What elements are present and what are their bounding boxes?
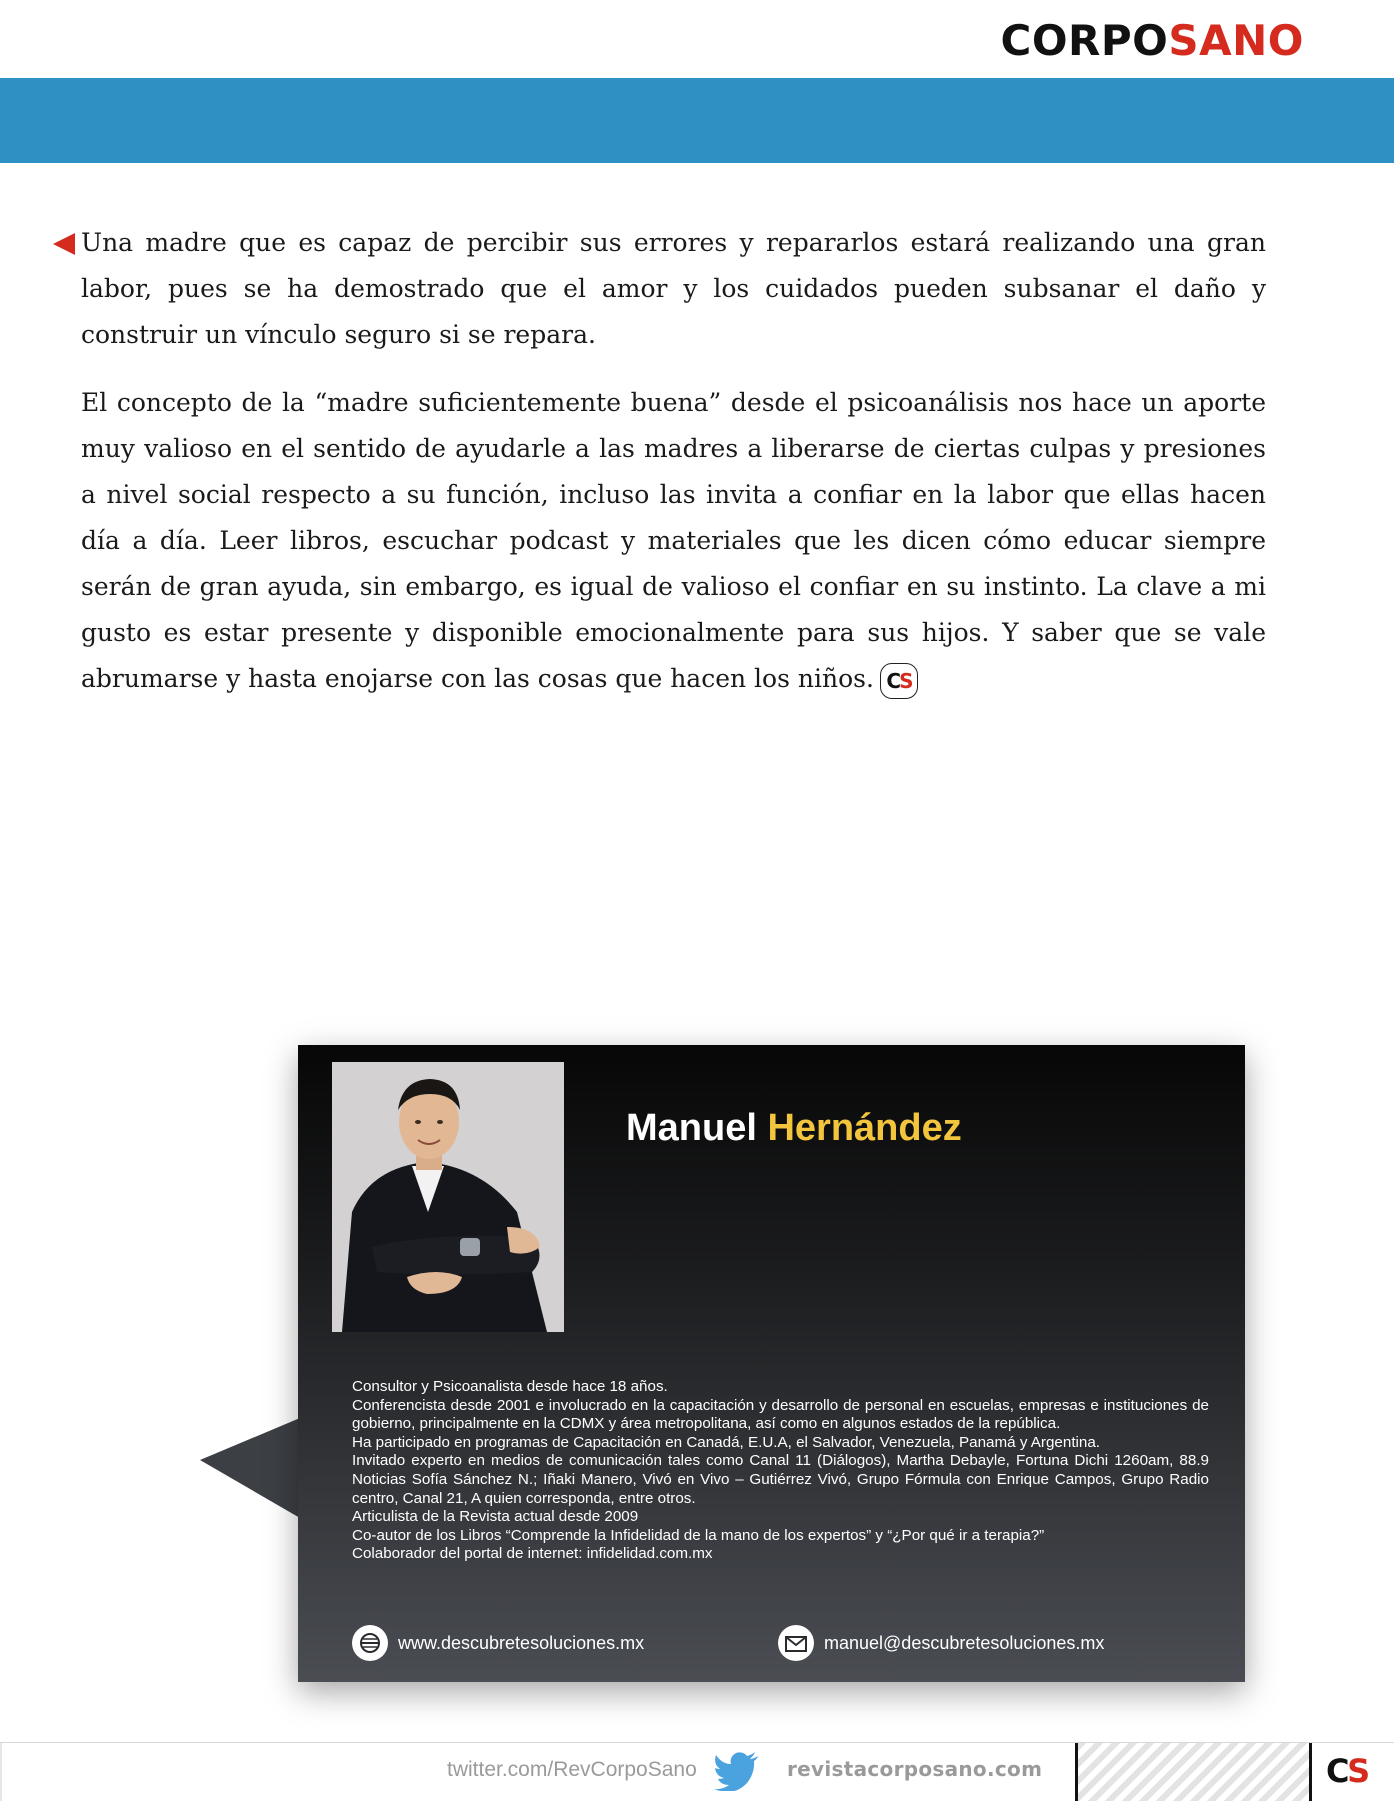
author-name [626,1107,962,1150]
website-link[interactable]: www.descubretesoluciones.mx [398,1632,645,1653]
author-last-name: Hernández [767,1107,962,1149]
author-first-name: Manuel [626,1107,757,1149]
article-paragraph-1: Una madre que es capaz de percibir sus errores y repararlos estará realizando una gran labor, pues se ha demostrado que el amor y los cuidados pueden subsanar el daño y construir un vínculo seguro si se repara. [81,228,1266,349]
page-footer [0,1742,1394,1801]
twitter-link[interactable]: twitter.com/RevCorpoSano [447,1758,697,1781]
corposano-logo [1000,16,1304,65]
author-bio [352,1378,1209,1564]
bio-line: Invitado experto en medios de comunicación tales como Canal 11 (Diálogos), Martha Debayle, Fortuna Dichi 1260am, 88.9 Noticias Sofía Sánchez N.; Iñaki Manero, Vivó en Vivo – Gutiérrez Vivó, Grupo Fórmula con Enrique Campos, Grupo Radio centro, Canal 21, A quien corresponda, entre otros. [352,1452,1209,1507]
footer-stripes [1075,1743,1312,1801]
website-contact[interactable] [352,1625,644,1661]
site-link[interactable]: revistacorposano.com [787,1757,1043,1781]
email-contact[interactable] [778,1625,1104,1661]
logo-sano: SANO [1168,16,1304,65]
bio-line: Consultor y Psicoanalista desde hace 18 años. [352,1378,668,1395]
end-of-article-icon: C S [880,663,918,699]
bio-line: Conferencista desde 2001 e involucrado en la capacitación y desarrollo de personal en escuelas, empresas e instituciones de gobierno, principalmente en la CDMX y área metropolitana, así como en algunos estados de la república. [352,1396,1209,1433]
author-card [298,1045,1245,1682]
header-band [0,78,1394,163]
bio-line: Ha participado en programas de Capacitación en Canadá, E.U.A, el Salvador, Venezuela, Panamá y Argentina. [352,1433,1101,1451]
article-paragraph-2 [81,380,1266,702]
bio-line: Articulista de la Revista actual desde 2009 [352,1508,639,1526]
twitter-bird-icon [714,1751,760,1791]
bio-line: Colaborador del portal de internet: infidelidad.com.mx [352,1545,713,1563]
bio-line: Co-autor de los Libros “Comprende la Infidelidad de la mano de los expertos” y “¿Por qué ir a terapia?” [352,1526,1045,1544]
email-link[interactable]: manuel@descubretesoluciones.mx [824,1632,1105,1653]
author-photo [332,1062,564,1332]
globe-icon [352,1625,388,1661]
cs-badge-icon: CS [1326,1752,1368,1790]
article-paragraph-2-text: El concepto de la “madre suficientemente buena” desde el psicoanálisis nos hace un aporte muy valioso en el sentido de ayudarle a las madres a liberarse de ciertas culpas y presiones a nivel social respecto a su función, incluso las invita a confiar en la labor que ellas hacen día a día. Leer libros, escuchar podcast y materiales que les dicen cómo educar siempre serán de gran ayuda, sin embargo, es igual de valioso el confiar en su instinto. La clave a mi gusto es estar presente y disponible emocionalmente para sus hijos. Y saber que se vale abrumarse y hasta enojarse con las cosas que hacen los niños. [81,388,1266,693]
paragraph-marker-icon [53,233,75,255]
card-pointer [200,1418,300,1518]
article-body [81,220,1266,724]
logo-corpo: CORPO [1000,16,1169,65]
envelope-icon [778,1625,814,1661]
